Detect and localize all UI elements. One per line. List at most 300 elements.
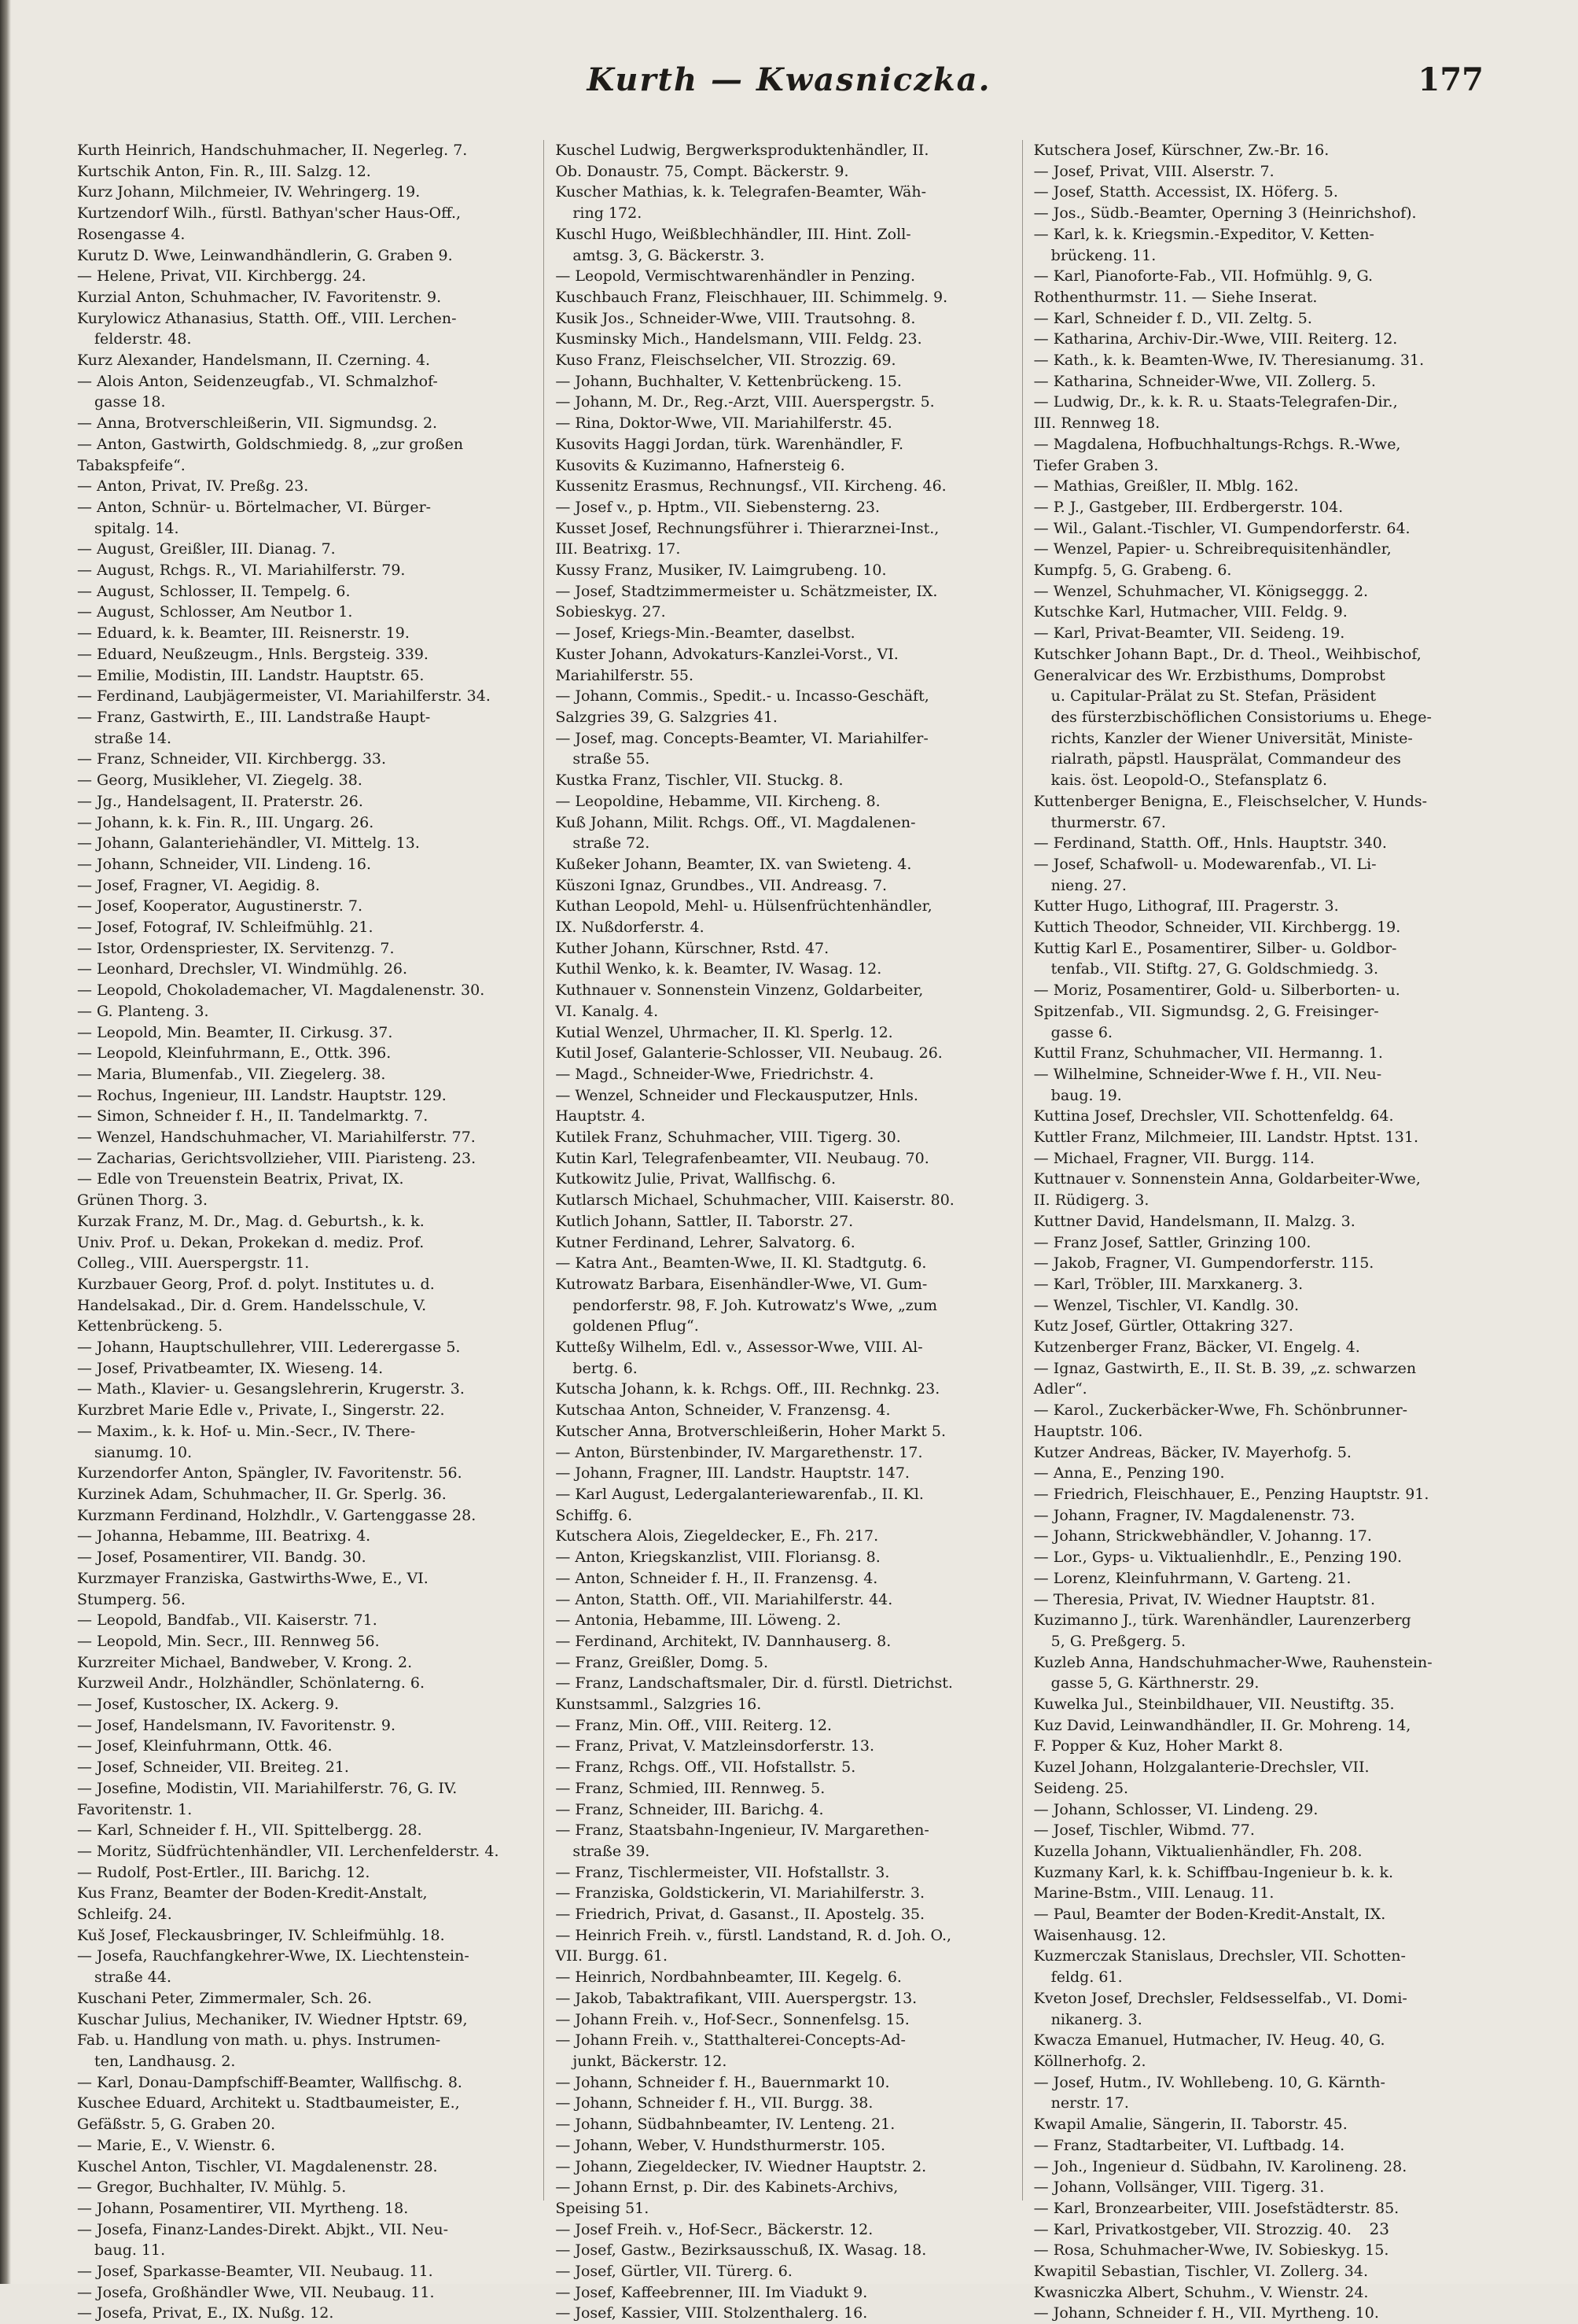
directory-entry: Kuthnauer v. Sonnenstein Vinzenz, Goldarbeiter, (555, 982, 924, 1000)
directory-entry: Kutrowatz Barbara, Eisenhändler-Wwe, VI. Gum- (555, 1275, 928, 1293)
directory-entry: Kus Franz, Beamter der Boden-Kredit-Anstalt, (77, 1884, 428, 1902)
directory-entry: nikanerg. 3. (1050, 2010, 1142, 2028)
directory-entry: — Josef, Handelsmann, IV. Favoritenstr. 9. (77, 1716, 396, 1734)
directory-entry: — Karl, Pianoforte-Fab., VII. Hofmühlg. 9, G. (1033, 267, 1374, 285)
directory-entry: — Karl, Schneider f. H., VII. Spittelbergg. 28. (77, 1821, 422, 1840)
directory-entry: Kuschani Peter, Zimmermaler, Sch. 26. (77, 1989, 373, 2007)
directory-entry: Küszoni Ignaz, Grundbes., VII. Andreasg. 7. (555, 876, 888, 894)
directory-entry: — Rudolf, Post-Ertler., III. Barichg. 12. (77, 1863, 370, 1881)
directory-entry: — Josef, Sparkasse-Beamter, VII. Neubaug. 11. (77, 2263, 433, 2281)
directory-entry: Hauptstr. 4. (555, 1107, 646, 1125)
directory-entry: Kurzreiter Michael, Bandweber, V. Krong. 2. (77, 1653, 413, 1671)
directory-entry: — Jos., Südb.-Beamter, Operning 3 (Heinrichshof). (1033, 204, 1417, 223)
directory-entry: Kuther Johann, Kürschner, Rstd. 47. (555, 939, 829, 957)
directory-entry: Kuster Johann, Advokaturs-Kanzlei-Vorst., VI. (555, 645, 899, 663)
directory-entry: nerstr. 17. (1050, 2094, 1129, 2112)
directory-entry: — Franz, Landschaftsmaler, Dir. d. fürstl. Dietrichst. (555, 1674, 953, 1692)
directory-entry: — Franz, Stadtarbeiter, VI. Luftbadg. 14. (1033, 2136, 1345, 2154)
directory-entry: junkt, Bäckerstr. 12. (572, 2052, 727, 2070)
directory-entry: — Josef, Privat, VIII. Alserstr. 7. (1033, 162, 1275, 180)
directory-entry: — Franz, Tischlermeister, VII. Hofstallstr. 3. (555, 1863, 890, 1881)
directory-entry: — Johann, Vollsänger, VIII. Tigerg. 31. (1033, 2179, 1325, 2197)
column-left (77, 140, 544, 2322)
directory-entry: — Marie, E., V. Wienstr. 6. (77, 2136, 276, 2154)
directory-entry: — Johanna, Hebamme, III. Beatrixg. 4. (77, 1527, 371, 1545)
directory-entry: Sobieskyg. 27. (555, 603, 666, 621)
directory-entry: — Franz, Schneider, III. Barichg. 4. (555, 1800, 824, 1818)
directory-entry: — Wilhelmine, Schneider-Wwe f. H., VII. Neu- (1033, 1065, 1382, 1083)
directory-entry: Kwapil Amalie, Sängerin, II. Taborstr. 45. (1033, 2116, 1348, 2134)
directory-entry: Kutin Karl, Telegrafenbeamter, VII. Neubaug. 70. (555, 1149, 929, 1167)
directory-entry: Kuz David, Leinwandhändler, II. Gr. Mohreng. 14, (1033, 1716, 1411, 1734)
directory-entry: — Gregor, Buchhalter, IV. Mühlg. 5. (77, 2179, 347, 2197)
directory-entry: Kurzweil Andr., Holzhändler, Schönlaterng. 6. (77, 1674, 425, 1692)
directory-entry: gasse 18. (94, 393, 166, 411)
directory-entry: Generalvicar des Wr. Erzbisthums, Domprobst (1033, 666, 1385, 684)
directory-entry: u. Capitular-Prälat zu St. Stefan, Präsident (1050, 687, 1377, 705)
directory-entry: — Michael, Fragner, VII. Burgg. 114. (1033, 1149, 1315, 1167)
directory-entry: Kutschker Johann Bapt., Dr. d. Theol., Weihbischof, (1033, 645, 1422, 663)
directory-entry: — Franziska, Goldstickerin, VI. Mariahilferstr. 3. (555, 1884, 925, 1902)
directory-entry: Kutial Wenzel, Uhrmacher, II. Kl. Sperlg. 12. (555, 1023, 893, 1041)
directory-entry: brückeng. 11. (1050, 246, 1157, 264)
directory-entry: — Eduard, Neußzeugm., Hnls. Bergsteig. 339. (77, 645, 429, 663)
directory-entry: — Anna, E., Penzing 190. (1033, 1464, 1225, 1482)
directory-entry: Kwapitil Sebastian, Tischler, VI. Zollerg. 34. (1033, 2263, 1369, 2281)
directory-entry: — Josef, Kleinfuhrmann, Ottk. 46. (77, 1737, 333, 1755)
directory-entry: Kuschel Ludwig, Bergwerksproduktenhändler, II. (555, 142, 929, 159)
directory-entry: — Karl, k. k. Kriegsmin.-Expeditor, V. Ketten- (1033, 225, 1374, 243)
directory-entry: — Friedrich, Privat, d. Gasanst., II. Apostelg. 35. (555, 1906, 925, 1924)
directory-entry: Ob. Donaustr. 75, Compt. Bäckerstr. 9. (555, 162, 849, 180)
directory-entry: Kuthan Leopold, Mehl- u. Hülsenfrüchtenhändler, (555, 897, 932, 915)
directory-entry: — Istor, Ordenspriester, IX. Servitenzg. 7. (77, 939, 395, 957)
directory-entry: — Josef, Kooperator, Augustinerstr. 7. (77, 897, 363, 915)
directory-entry: — Karl, Tröbler, III. Marxkanerg. 3. (1033, 1275, 1304, 1293)
directory-entry: Kuso Franz, Fleischselcher, VII. Strozzig. 69. (555, 352, 896, 370)
directory-entry: Adler“. (1033, 1380, 1087, 1398)
directory-entry: — Paul, Beamter der Boden-Kredit-Anstalt, IX. (1033, 1906, 1386, 1924)
directory-entry: Kurth Heinrich, Handschuhmacher, II. Negerleg. 7. (77, 142, 468, 159)
directory-entry: — Anton, Schnür- u. Börtelmacher, VI. Bürger- (77, 498, 432, 516)
directory-entry: — Josef, Tischler, Wibmd. 77. (1033, 1821, 1255, 1840)
directory-entry: — G. Planteng. 3. (77, 1002, 209, 1020)
printer-signature-mark: 23 (1369, 2219, 1389, 2238)
directory-entry: Kusminsky Mich., Handelsmann, VIII. Feldg. 23. (555, 330, 922, 348)
directory-entry: — Johann, Ziegeldecker, IV. Wiedner Hauptstr. 2. (555, 2157, 927, 2175)
directory-entry: Kurzmayer Franziska, Gastwirths-Wwe, E., VI. (77, 1569, 429, 1587)
directory-entry: — Franz, Privat, V. Matzleinsdorferstr. 13. (555, 1737, 875, 1755)
directory-entry: — Karl, Schneider f. D., VII. Zeltg. 5. (1033, 309, 1312, 327)
directory-entry: — Heinrich Freih. v., fürstl. Landstand, R. d. Joh. O., (555, 1926, 952, 1944)
directory-entry: Favoritenstr. 1. (77, 1800, 193, 1818)
directory-entry: — Josef, Kriegs-Min.-Beamter, daselbst. (555, 624, 855, 643)
directory-entry: — Ferdinand, Architekt, IV. Dannhauserg. 8. (555, 1632, 892, 1650)
directory-entry: — Wil., Galant.-Tischler, VI. Gumpendorferstr. 64. (1033, 519, 1411, 537)
column-middle (555, 140, 1022, 2322)
directory-entry: pendorferstr. 98, F. Joh. Kutrowatz's Wwe, „zum (572, 1296, 938, 1314)
directory-entry: sianumg. 10. (94, 1443, 193, 1461)
directory-entry: — Johann, M. Dr., Reg.-Arzt, VIII. Auerspergstr. 5. (555, 393, 935, 411)
directory-entry: Kuttenberger Benigna, E., Fleischselcher, V. Hunds- (1033, 792, 1428, 810)
directory-entry: — Mathias, Greißler, II. Mblg. 162. (1033, 477, 1299, 495)
directory-entry: — Leopold, Min. Secr., III. Rennweg 56. (77, 1632, 380, 1650)
directory-entry: — Eduard, k. k. Beamter, III. Reisnerstr. 19. (77, 624, 410, 643)
directory-entry: Kurz Johann, Milchmeier, IV. Wehringerg. 19. (77, 183, 421, 201)
directory-entry: — Heinrich, Nordbahnbeamter, III. Kegelg. 6. (555, 1969, 902, 1987)
directory-entry: Kuschbauch Franz, Fleischhauer, III. Schimmelg. 9. (555, 288, 948, 306)
directory-entry: Kuzmerczak Stanislaus, Drechsler, VII. Schotten- (1033, 1947, 1406, 1965)
directory-entry: — Franz, Rchgs. Off., VII. Hofstallstr. 5. (555, 1759, 856, 1777)
directory-entry: baug. 19. (1050, 1086, 1122, 1104)
directory-entry: Rothenthurmstr. 11. — Siehe Inserat. (1033, 288, 1318, 306)
directory-entry: Kutil Josef, Galanterie-Schlosser, VII. Neubaug. 26. (555, 1044, 943, 1063)
directory-entry: — Franz, Greißler, Domg. 5. (555, 1653, 769, 1671)
directory-entry: — Josef, Posamentirer, VII. Bandg. 30. (77, 1549, 366, 1567)
directory-entry: Kutter Hugo, Lithograf, III. Pragerstr. 3. (1033, 897, 1339, 915)
directory-entry: — Johann, Schlosser, VI. Lindeng. 29. (1033, 1800, 1319, 1818)
directory-entry: Salzgries 39, G. Salzgries 41. (555, 708, 778, 726)
directory-entry: VII. Burgg. 61. (555, 1947, 668, 1965)
directory-entry: — Johann Ernst, p. Dir. des Kabinets-Archivs, (555, 2179, 899, 2197)
directory-entry: — Anton, Gastwirth, Goldschmiedg. 8, „zur großen (77, 435, 464, 453)
directory-entry: Kutzenberger Franz, Bäcker, VI. Engelg. 4. (1033, 1339, 1360, 1357)
directory-entry: Kutzer Andreas, Bäcker, IV. Mayerhofg. 5. (1033, 1443, 1352, 1461)
directory-entry: — Johann, Strickwebhändler, V. Johanng. 17. (1033, 1527, 1372, 1545)
directory-entry: Kwacza Emanuel, Hutmacher, IV. Heug. 40, G. (1033, 2031, 1385, 2050)
directory-entry: — Simon, Schneider f. H., II. Tandelmarktg. 7. (77, 1107, 429, 1125)
directory-entry: baug. 11. (94, 2241, 166, 2260)
directory-entry: Kumpfg. 5, G. Grabeng. 6. (1033, 562, 1232, 580)
directory-entry: — Josefa, Privat, E., IX. Nußg. 12. (77, 2304, 334, 2322)
directory-entry: — Johann Freih. v., Statthalterei-Concepts-Ad- (555, 2031, 906, 2050)
directory-entry: — August, Greißler, III. Dianag. 7. (77, 540, 336, 558)
directory-entry: gasse 6. (1050, 1023, 1113, 1041)
directory-entry: — Friedrich, Fleischhauer, E., Penzing Hauptstr. 91. (1033, 1486, 1429, 1503)
directory-entry: Kutteßy Wilhelm, Edl. v., Assessor-Wwe, VIII. Al- (555, 1339, 923, 1357)
directory-entry: Kusik Jos., Schneider-Wwe, VIII. Trautsohng. 8. (555, 309, 916, 327)
directory-entry: — Josefa, Großhändler Wwe, VII. Neubaug. 11. (77, 2283, 435, 2301)
directory-entry: — Leopold, Kleinfuhrmann, E., Ottk. 396. (77, 1044, 392, 1063)
directory-entry: — Jakob, Tabaktrafikant, VIII. Auerspergstr. 13. (555, 1989, 918, 2007)
directory-entry: — Anton, Kriegskanzlist, VIII. Floriansg. 8. (555, 1549, 881, 1567)
directory-entry: — Anton, Statth. Off., VII. Mariahilferstr. 44. (555, 1590, 893, 1608)
directory-entry: — Johann Freih. v., Hof-Secr., Sonnenfelsg. 15. (555, 2010, 910, 2028)
directory-entry: — Franz, Gastwirth, E., III. Landstraße Haupt- (77, 708, 431, 726)
directory-entry: — Josefa, Rauchfangkehrer-Wwe, IX. Liechtenstein- (77, 1947, 469, 1965)
directory-entry: Kuschar Julius, Mechaniker, IV. Wiedner Hptstr. 69, (77, 2010, 468, 2028)
directory-entry: Kuthil Wenko, k. k. Beamter, IV. Wasag. 12. (555, 960, 882, 978)
directory-entry: — Josef v., p. Hptm., VII. Siebensterng. 23. (555, 498, 881, 516)
directory-entry: — Anna, Brotverschleißerin, VII. Sigmundsg. 2. (77, 414, 438, 433)
directory-entry: Kurzial Anton, Schuhmacher, IV. Favoritenstr. 9. (77, 288, 442, 306)
directory-entry: Tiefer Graben 3. (1033, 456, 1159, 474)
directory-entry: — Johann, k. k. Fin. R., III. Ungarg. 26. (77, 813, 374, 831)
directory-entry: Waisenhausg. 12. (1033, 1926, 1167, 1944)
directory-entry: — Jg., Handelsagent, II. Praterstr. 26. (77, 792, 363, 810)
directory-entry: — Leopold, Vermischtwarenhändler in Penzing. (555, 267, 916, 285)
directory-entry: Fab. u. Handlung von math. u. phys. Instrumen- (77, 2031, 441, 2050)
directory-entry: — Josef, Kassier, VIII. Stolzenthalerg. 16. (555, 2304, 868, 2322)
directory-entry: Kurz Alexander, Handelsmann, II. Czerning. 4. (77, 352, 431, 370)
directory-entry: — Josef, Gastw., Bezirksausschuß, IX. Wasag. 18. (555, 2241, 927, 2260)
directory-entry: — Rochus, Ingenieur, III. Landstr. Hauptstr. 129. (77, 1086, 447, 1104)
directory-entry: kais. öst. Leopold-O., Stefansplatz 6. (1050, 772, 1328, 790)
directory-entry: — Karl August, Ledergalanteriewarenfab., II. Kl. (555, 1486, 924, 1503)
directory-entry: — Johann, Schneider f. H., Bauernmarkt 10. (555, 2073, 890, 2091)
directory-entry: Kutz Josef, Gürtler, Ottakring 327. (1033, 1317, 1293, 1335)
directory-entry: — Katra Ant., Beamten-Wwe, II. Kl. Stadtgutg. 6. (555, 1254, 927, 1272)
directory-entry: bertg. 6. (572, 1359, 638, 1377)
directory-entry: — Lor., Gyps- u. Viktualienhdlr., E., Penzing 190. (1033, 1549, 1403, 1567)
directory-entry: — Georg, Musikleher, VI. Ziegelg. 38. (77, 772, 362, 790)
directory-entry: III. Beatrixg. 17. (555, 540, 681, 558)
directory-entry: — Josef, Statth. Accessist, IX. Höferg. 5. (1033, 183, 1338, 201)
directory-entry: Kuttich Theodor, Schneider, VII. Kirchbergg. 19. (1033, 919, 1401, 937)
directory-entry: straße 55. (572, 750, 650, 768)
directory-entry: Kuscher Mathias, k. k. Telegrafen-Beamter, Wäh- (555, 183, 927, 201)
directory-entry: des fürsterzbischöflichen Consistoriums u. Ehege- (1050, 708, 1432, 726)
directory-entry: — Wenzel, Tischler, VI. Kandlg. 30. (1033, 1296, 1300, 1314)
directory-entry: — Wenzel, Papier- u. Schreibrequisitenhändler, (1033, 540, 1392, 558)
directory-entry: Colleg., VIII. Auerspergstr. 11. (77, 1254, 310, 1272)
directory-entry: — Leonhard, Drechsler, VI. Windmühlg. 26. (77, 960, 408, 978)
directory-entry: — August, Rchgs. R., VI. Mariahilferstr. 79. (77, 562, 406, 580)
directory-entry: — Johann, Schneider f. H., VII. Burgg. 38. (555, 2094, 874, 2112)
directory-entry: — Josef, Kustoscher, IX. Ackerg. 9. (77, 1696, 339, 1714)
directory-entry: — Wenzel, Schuhmacher, VI. Königseggg. 2. (1033, 582, 1369, 600)
directory-entry: Kutscha Johann, k. k. Rchgs. Off., III. Rechnkg. 23. (555, 1380, 940, 1398)
directory-entry: Kuß Johann, Milit. Rchgs. Off., VI. Magdalenen- (555, 813, 916, 831)
directory-entry: Kusovits & Kuzimanno, Hafnersteig 6. (555, 456, 845, 474)
directory-entry: — Moritz, Südfrüchtenhändler, VII. Lerchenfelderstr. 4. (77, 1842, 499, 1860)
directory-entry: — Magd., Schneider-Wwe, Friedrichstr. 4. (555, 1065, 874, 1083)
directory-entry: — Math., Klavier- u. Gesangslehrerin, Krugerstr. 3. (77, 1380, 465, 1398)
directory-entry: — Kath., k. k. Beamten-Wwe, IV. Theresianumg. 31. (1033, 352, 1425, 370)
directory-entry: — Johann, Schneider f. H., VII. Myrtheng. 10. (1033, 2304, 1379, 2322)
directory-entry: Tabakspfeife“. (77, 456, 186, 474)
directory-entry: — Maxim., k. k. Hof- u. Min.-Secr., IV. There- (77, 1422, 416, 1440)
directory-entry: Kurzmann Ferdinand, Holzhdlr., V. Gartenggasse 28. (77, 1506, 476, 1524)
directory-entry: — Ludwig, Dr., k. k. R. u. Staats-Telegrafen-Dir., (1033, 393, 1398, 411)
directory-entry: 5, G. Preßgerg. 5. (1050, 1632, 1186, 1650)
directory-entry: Kurylowicz Athanasius, Statth. Off., VIII. Lerchen- (77, 309, 457, 327)
directory-entry: — Karl, Privatkostgeber, VII. Strozzig. 40. (1033, 2220, 1352, 2238)
directory-entry: Handelsakad., Dir. d. Grem. Handelsschule, V. (77, 1296, 427, 1314)
directory-entry: goldenen Pflug“. (572, 1317, 699, 1335)
directory-entry: Kurzinek Adam, Schuhmacher, II. Gr. Sperlg. 36. (77, 1486, 447, 1503)
directory-entry: Kuzel Johann, Holzgalanterie-Drechsler, VII. (1033, 1759, 1370, 1777)
directory-entry: — Josef, Gürtler, VII. Türerg. 6. (555, 2263, 793, 2281)
directory-entry: Kusset Josef, Rechnungsführer i. Thierarznei-Inst., (555, 519, 940, 537)
directory-entry: — Anton, Bürstenbinder, IV. Margarethenstr. 17. (555, 1443, 923, 1461)
directory-entry: — Helene, Privat, VII. Kirchbergg. 24. (77, 267, 366, 285)
directory-entry: — Moriz, Posamentirer, Gold- u. Silberborten- u. (1033, 982, 1400, 1000)
running-head-title: Kurth — Kwasniczka. (587, 61, 991, 98)
directory-entry: straße 14. (94, 729, 171, 747)
directory-entry: Kutner Ferdinand, Lehrer, Salvatorg. 6. (555, 1233, 855, 1251)
directory-entry: — Karl, Bronzearbeiter, VIII. Josefstädterstr. 85. (1033, 2199, 1400, 2217)
directory-entry: Kunstsamml., Salzgries 16. (555, 1696, 762, 1714)
directory-entry: — Josef, Hutm., IV. Wohllebeng. 10, G. Kärnth- (1033, 2073, 1385, 2091)
directory-entry: III. Rennweg 18. (1033, 414, 1161, 433)
directory-entry: Kutkowitz Julie, Privat, Wallfischg. 6. (555, 1170, 837, 1188)
directory-entry: feldg. 61. (1050, 1969, 1123, 1987)
page-number: 177 (1418, 61, 1484, 98)
directory-entry: Kusovits Haggi Jordan, türk. Warenhändler, F. (555, 435, 903, 453)
page-header (0, 61, 1578, 109)
directory-entry: IX. Nußdorferstr. 4. (555, 919, 704, 937)
directory-entry: richts, Kanzler der Wiener Universität, Ministe- (1050, 729, 1413, 747)
directory-entry: — Anton, Schneider f. H., II. Franzensg. 4. (555, 1569, 878, 1587)
directory-entry: Kuwelka Jul., Steinbildhauer, VII. Neustiftg. 35. (1033, 1696, 1395, 1714)
directory-entry: — Lorenz, Kleinfuhrmann, V. Garteng. 21. (1033, 1569, 1352, 1587)
directory-entry: Kurzak Franz, M. Dr., Mag. d. Geburtsh., k. k. (77, 1212, 425, 1230)
directory-entry: Stumperg. 56. (77, 1590, 186, 1608)
directory-entry: — Josefine, Modistin, VII. Mariahilferstr. 76, G. IV. (77, 1779, 458, 1797)
directory-entry: — Joh., Ingenieur d. Südbahn, IV. Karolineng. 28. (1033, 2157, 1407, 2175)
directory-entry: Kutschera Josef, Kürschner, Zw.-Br. 16. (1033, 142, 1330, 159)
directory-entry: — Leopoldine, Hebamme, VII. Kircheng. 8. (555, 792, 881, 810)
directory-entry: — Johann, Posamentirer, VII. Myrtheng. 18. (77, 2199, 409, 2217)
directory-entry: Kuzella Johann, Viktualienhändler, Fh. 208. (1033, 1842, 1363, 1860)
directory-entry: Kuš Josef, Fleckausbringer, IV. Schleifmühlg. 18. (77, 1926, 445, 1944)
directory-entry: Univ. Prof. u. Dekan, Prokekan d. mediz. Prof. (77, 1233, 425, 1251)
directory-entry: Mariahilferstr. 55. (555, 666, 694, 684)
directory-entry: — Johann, Südbahnbeamter, IV. Lenteng. 21. (555, 2116, 896, 2134)
directory-entry: Kussenitz Erasmus, Rechnungsf., VII. Kircheng. 46. (555, 477, 947, 495)
directory-entry: — Josef, Privatbeamter, IX. Wieseng. 14. (77, 1359, 384, 1377)
directory-entry: Kutschke Karl, Hutmacher, VIII. Feldg. 9. (1033, 603, 1348, 621)
directory-entry: — Wenzel, Schneider und Fleckausputzer, Hnls. (555, 1086, 918, 1104)
directory-entry: Schiffg. 6. (555, 1506, 633, 1524)
directory-entry: — Wenzel, Handschuhmacher, VI. Mariahilferstr. 77. (77, 1129, 476, 1147)
directory-entry: Kuttler Franz, Milchmeier, III. Landstr. Hptst. 131. (1033, 1129, 1418, 1147)
directory-entry: — Alois Anton, Seidenzeugfab., VI. Schmalzhof- (77, 372, 438, 390)
directory-entry: — Magdalena, Hofbuchhaltungs-Rchgs. R.-Wwe, (1033, 435, 1401, 453)
directory-entry: II. Rüdigerg. 3. (1033, 1191, 1149, 1210)
directory-entry: — Karl, Privat-Beamter, VII. Seideng. 19. (1033, 624, 1345, 643)
directory-entry: Kutlarsch Michael, Schuhmacher, VIII. Kaiserstr. 80. (555, 1191, 955, 1210)
directory-entry: felderstr. 48. (94, 330, 192, 348)
directory-entry: — August, Schlosser, II. Tempelg. 6. (77, 582, 351, 600)
directory-entry: Kurzbauer Georg, Prof. d. polyt. Institutes u. d. (77, 1275, 435, 1293)
directory-entry: — Katharina, Schneider-Wwe, VII. Zollerg. 5. (1033, 372, 1376, 390)
directory-entry: tenfab., VII. Stiftg. 27, G. Goldschmiedg. 3. (1050, 960, 1379, 978)
directory-entry: — Franz, Staatsbahn-Ingenieur, IV. Margarethen- (555, 1821, 929, 1840)
directory-entry: Kutlich Johann, Sattler, II. Taborstr. 27. (555, 1212, 854, 1230)
directory-entry: — Josef, mag. Concepts-Beamter, VI. Mariahilfer- (555, 729, 929, 747)
directory-entry: Schleifg. 24. (77, 1906, 172, 1924)
directory-entry: — Josef, Schafwoll- u. Modewarenfab., VI. Li- (1033, 855, 1377, 873)
directory-entry: Kustka Franz, Tischler, VII. Stuckg. 8. (555, 772, 844, 790)
directory-entry: — Josef, Schneider, VII. Breiteg. 21. (77, 1759, 349, 1777)
directory-entry: Kuttina Josef, Drechsler, VII. Schottenfeldg. 64. (1033, 1107, 1394, 1125)
directory-entry: Kurzbret Marie Edle v., Private, I., Singerstr. 22. (77, 1401, 445, 1420)
directory-entry: ring 172. (572, 204, 642, 223)
directory-entry: — Johann, Fragner, III. Landstr. Hauptstr. 147. (555, 1464, 910, 1482)
directory-entry: — Josef, Fotograf, IV. Schleifmühlg. 21. (77, 919, 373, 937)
directory-entry: — Josefa, Finanz-Landes-Direkt. Abjkt., VII. Neu- (77, 2220, 449, 2238)
directory-entry: — Leopold, Chokolademacher, VI. Magdalenenstr. 30. (77, 982, 485, 1000)
directory-entry: straße 72. (572, 834, 650, 853)
directory-entry: — Rina, Doktor-Wwe, VII. Mariahilferstr. 45. (555, 414, 892, 433)
directory-entry: — Karol., Zuckerbäcker-Wwe, Fh. Schönbrunner- (1033, 1401, 1408, 1420)
directory-entry: Kurtschik Anton, Fin. R., III. Salzg. 12. (77, 162, 371, 180)
directory-entry: nieng. 27. (1050, 876, 1127, 894)
directory-columns (77, 140, 1500, 2322)
directory-entry: Kuzimanno J., türk. Warenhändler, Laurenzerberg (1033, 1611, 1411, 1630)
directory-entry: — Rosa, Schuhmacher-Wwe, IV. Sobieskyg. 15. (1033, 2241, 1389, 2260)
directory-entry: straße 44. (94, 1969, 171, 1987)
directory-entry: — Anton, Privat, IV. Preßg. 23. (77, 477, 309, 495)
directory-entry: Kußeker Johann, Beamter, IX. van Swieteng. 4. (555, 855, 912, 873)
directory-entry: — Antonia, Hebamme, III. Löweng. 2. (555, 1611, 841, 1630)
directory-entry: — Leopold, Min. Beamter, II. Cirkusg. 37. (77, 1023, 393, 1041)
directory-entry: amtsg. 3, G. Bäckerstr. 3. (572, 246, 765, 264)
directory-entry: — Zacharias, Gerichtsvollzieher, VIII. Piaristeng. 23. (77, 1149, 476, 1167)
directory-entry: Köllnerhofg. 2. (1033, 2052, 1146, 2070)
directory-entry: — Katharina, Archiv-Dir.-Wwe, VIII. Reiterg. 12. (1033, 330, 1398, 348)
directory-entry: thurmerstr. 67. (1050, 813, 1166, 831)
directory-entry: — Josef Freih. v., Hof-Secr., Bäckerstr. 12. (555, 2220, 874, 2238)
directory-entry: ten, Landhausg. 2. (94, 2052, 236, 2070)
directory-entry: spitalg. 14. (94, 519, 179, 537)
directory-entry: Kuschee Eduard, Architekt u. Stadtbaumeister, E., (77, 2094, 460, 2112)
directory-entry: Kutschaa Anton, Schneider, V. Franzensg. 4. (555, 1401, 891, 1420)
directory-entry: — Franz, Min. Off., VIII. Reiterg. 12. (555, 1716, 833, 1734)
directory-entry: Kuzleb Anna, Handschuhmacher-Wwe, Rauhenstein- (1033, 1653, 1433, 1671)
directory-entry: — Edle von Treuenstein Beatrix, Privat, IX. (77, 1170, 404, 1188)
directory-entry: Kettenbrückeng. 5. (77, 1317, 223, 1335)
directory-entry: Spitzenfab., VII. Sigmundsg. 2, G. Freisinger- (1033, 1002, 1379, 1020)
directory-entry: — Franz, Schmied, III. Rennweg. 5. (555, 1779, 826, 1797)
directory-entry: — Karl, Donau-Dampfschiff-Beamter, Wallfischg. 8. (77, 2073, 462, 2091)
directory-entry: Seideng. 25. (1033, 1779, 1129, 1797)
directory-entry: F. Popper & Kuz, Hoher Markt 8. (1033, 1737, 1283, 1755)
directory-entry: straße 39. (572, 1842, 650, 1860)
directory-entry: — Jakob, Fragner, VI. Gumpendorferstr. 115. (1033, 1254, 1374, 1272)
directory-entry: — Johann, Weber, V. Hundsthurmerstr. 105. (555, 2136, 885, 2154)
directory-entry: VI. Kanalg. 4. (555, 1002, 659, 1020)
directory-entry: Kuttnauer v. Sonnenstein Anna, Goldarbeiter-Wwe, (1033, 1170, 1421, 1188)
directory-entry: Kutschera Alois, Ziegeldecker, E., Fh. 217. (555, 1527, 879, 1545)
directory-entry: Kurzendorfer Anton, Spängler, IV. Favoritenstr. 56. (77, 1464, 462, 1482)
directory-entry: — Emilie, Modistin, III. Landstr. Hauptstr. 65. (77, 666, 425, 684)
directory-entry: Kurtzendorf Wilh., fürstl. Bathyan'scher Haus-Off., (77, 204, 462, 223)
directory-entry: — Johann, Hauptschullehrer, VIII. Lederergasse 5. (77, 1339, 461, 1357)
directory-entry: Grünen Thorg. 3. (77, 1191, 208, 1210)
directory-entry: Kutilek Franz, Schuhmacher, VIII. Tigerg. 30. (555, 1129, 901, 1147)
directory-entry: gasse 5, G. Kärthnerstr. 29. (1050, 1674, 1260, 1692)
directory-entry: — Franz Josef, Sattler, Grinzing 100. (1033, 1233, 1311, 1251)
directory-entry: — Ignaz, Gastwirth, E., II. St. B. 39, „z. schwarzen (1033, 1359, 1417, 1377)
directory-entry: Kutscher Anna, Brotverschleißerin, Hoher Markt 5. (555, 1422, 946, 1440)
scan-binding-edge (0, 0, 11, 2284)
directory-entry: Hauptstr. 106. (1033, 1422, 1143, 1440)
directory-entry: — Johann, Commis., Spedit.- u. Incasso-Geschäft, (555, 687, 929, 705)
directory-entry: rialrath, päpstl. Hausprälat, Commandeur des (1050, 750, 1401, 768)
directory-entry: Kwasniczka Albert, Schuhm., V. Wienstr. 24. (1033, 2283, 1369, 2301)
directory-entry: Kuttil Franz, Schuhmacher, VII. Hermanng. 1. (1033, 1044, 1383, 1063)
directory-entry: Rosengasse 4. (77, 225, 186, 243)
directory-entry: Kuschel Anton, Tischler, VI. Magdalenenstr. 28. (77, 2157, 438, 2175)
directory-entry: — Ferdinand, Laubjägermeister, VI. Mariahilferstr. 34. (77, 687, 491, 705)
directory-entry: — Maria, Blumenfab., VII. Ziegelerg. 38. (77, 1065, 386, 1083)
directory-entry: Speising 51. (555, 2199, 649, 2217)
directory-entry: Kussy Franz, Musiker, IV. Laimgrubeng. 10. (555, 562, 887, 580)
directory-entry: — P. J., Gastgeber, III. Erdbergerstr. 104. (1033, 498, 1344, 516)
